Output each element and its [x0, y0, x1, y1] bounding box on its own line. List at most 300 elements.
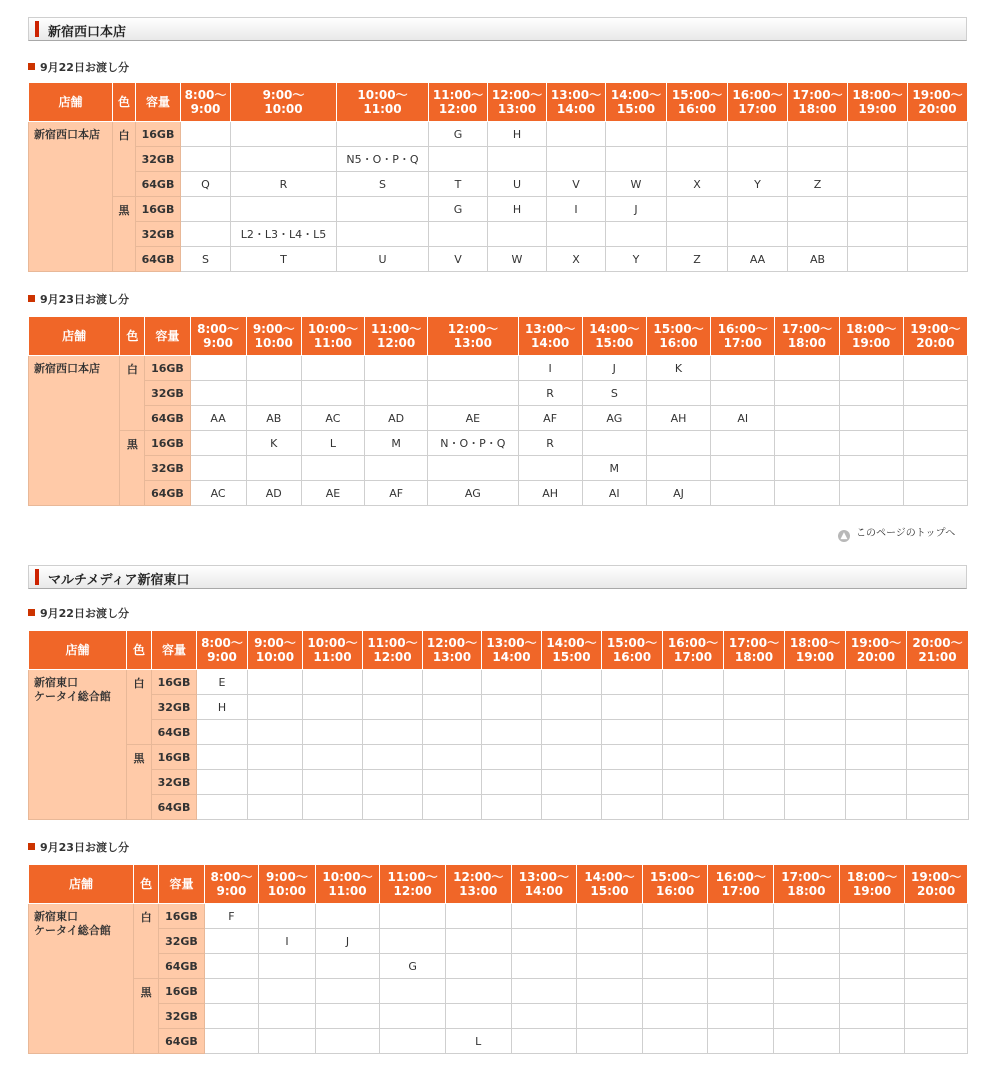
- slot-cell: [905, 929, 968, 954]
- slot-cell: [846, 770, 907, 795]
- slot-cell: [839, 954, 905, 979]
- slot-cell: [903, 381, 967, 406]
- slot-cell: [724, 670, 785, 695]
- slot-cell: [642, 929, 708, 954]
- slot-cell: [577, 1004, 643, 1029]
- slot-cell: [846, 720, 907, 745]
- slot-cell: [315, 979, 380, 1004]
- time-slot-header: 16:00〜 17:00: [663, 631, 724, 670]
- slot-cell: [577, 1029, 643, 1054]
- time-slot-header: 18:00〜 19:00: [785, 631, 846, 670]
- slot-cell: [231, 197, 337, 222]
- slot-cell: [511, 1029, 577, 1054]
- slot-cell: [380, 1029, 446, 1054]
- column-header: 店舗: [29, 631, 127, 670]
- slot-cell: X: [547, 247, 606, 272]
- slot-cell: [231, 147, 337, 172]
- slot-cell: [301, 456, 364, 481]
- slot-cell: [606, 222, 667, 247]
- time-slot-header: 16:00〜 17:00: [728, 83, 788, 122]
- time-slot-header: 14:00〜 15:00: [582, 317, 646, 356]
- date-heading: 9月22日お渡し分: [28, 605, 129, 621]
- table-row: [29, 122, 968, 147]
- slot-cell: [423, 795, 482, 820]
- time-slot-header: 13:00〜 14:00: [518, 317, 582, 356]
- capacity-label: 32GB: [145, 456, 190, 481]
- slot-cell: [511, 1004, 577, 1029]
- column-header: 店舗: [29, 865, 134, 904]
- slot-cell: [908, 122, 968, 147]
- slot-cell: [301, 381, 364, 406]
- slot-cell: [642, 1029, 708, 1054]
- slot-cell: [428, 381, 518, 406]
- slot-cell: L: [445, 1029, 511, 1054]
- slot-cell: [908, 147, 968, 172]
- time-slot-header: 11:00〜 12:00: [429, 83, 488, 122]
- slot-cell: [248, 745, 303, 770]
- table-row: [29, 456, 968, 481]
- slot-cell: [839, 431, 903, 456]
- column-header: 店舗: [29, 317, 120, 356]
- slot-cell: [259, 979, 316, 1004]
- slot-cell: [542, 720, 602, 745]
- time-slot-header: 10:00〜 11:00: [301, 317, 364, 356]
- capacity-label: 64GB: [159, 1029, 204, 1054]
- slot-cell: [542, 695, 602, 720]
- slot-cell: [724, 695, 785, 720]
- slot-cell: H: [197, 695, 248, 720]
- slot-cell: U: [337, 247, 429, 272]
- slot-cell: [547, 122, 606, 147]
- table-row: [29, 172, 968, 197]
- header-row: [29, 83, 968, 122]
- slot-cell: [708, 1004, 774, 1029]
- time-slot-header: 8:00〜 9:00: [190, 317, 246, 356]
- slot-cell: [908, 222, 968, 247]
- slot-cell: AG: [582, 406, 646, 431]
- slot-cell: [248, 770, 303, 795]
- slot-cell: [839, 481, 903, 506]
- time-slot-header: 18:00〜 19:00: [839, 317, 903, 356]
- schedule-table: [28, 630, 969, 820]
- slot-cell: W: [488, 247, 547, 272]
- slot-cell: [848, 172, 908, 197]
- color-label: 白: [120, 356, 145, 431]
- slot-cell: [907, 770, 969, 795]
- slot-cell: [775, 406, 839, 431]
- slot-cell: G: [429, 197, 488, 222]
- time-slot-header: 15:00〜 16:00: [642, 865, 708, 904]
- slot-cell: N5・O・P・Q: [337, 147, 429, 172]
- slot-cell: N・O・P・Q: [428, 431, 518, 456]
- capacity-label: 16GB: [152, 745, 197, 770]
- time-slot-header: 14:00〜 15:00: [542, 631, 602, 670]
- slot-cell: [903, 456, 967, 481]
- table-row: [29, 1029, 968, 1054]
- color-label: 白: [113, 122, 136, 197]
- slot-cell: [905, 979, 968, 1004]
- slot-cell: [846, 670, 907, 695]
- slot-cell: [423, 670, 482, 695]
- slot-cell: [246, 381, 301, 406]
- slot-cell: [518, 456, 582, 481]
- slot-cell: [642, 904, 708, 929]
- slot-cell: R: [231, 172, 337, 197]
- slot-cell: [708, 954, 774, 979]
- slot-cell: [542, 670, 602, 695]
- time-slot-header: 9:00〜 10:00: [231, 83, 337, 122]
- slot-cell: [848, 247, 908, 272]
- slot-cell: [315, 1029, 380, 1054]
- slot-cell: [488, 222, 547, 247]
- time-slot-header: 18:00〜 19:00: [839, 865, 905, 904]
- header-row: [29, 317, 968, 356]
- slot-cell: [190, 431, 246, 456]
- time-slot-header: 12:00〜 13:00: [428, 317, 518, 356]
- column-header: 色: [127, 631, 152, 670]
- slot-cell: [511, 954, 577, 979]
- slot-cell: W: [606, 172, 667, 197]
- slot-cell: [775, 356, 839, 381]
- slot-cell: [204, 954, 259, 979]
- slot-cell: [542, 770, 602, 795]
- slot-cell: [482, 695, 542, 720]
- slot-cell: [846, 795, 907, 820]
- slot-cell: [903, 481, 967, 506]
- slot-cell: [711, 481, 775, 506]
- slot-cell: [839, 381, 903, 406]
- section-header-nishiguchi: [28, 17, 967, 41]
- column-header: 容量: [152, 631, 197, 670]
- slot-cell: [542, 795, 602, 820]
- time-slot-header: 19:00〜 20:00: [903, 317, 967, 356]
- slot-cell: [728, 147, 788, 172]
- slot-cell: [724, 745, 785, 770]
- slot-cell: [303, 670, 363, 695]
- slot-cell: [663, 670, 724, 695]
- slot-cell: [708, 1029, 774, 1054]
- slot-cell: I: [518, 356, 582, 381]
- capacity-label: 64GB: [145, 406, 190, 431]
- capacity-label: 16GB: [145, 431, 190, 456]
- slot-cell: [315, 904, 380, 929]
- table-row: [29, 431, 968, 456]
- capacity-label: 16GB: [159, 904, 204, 929]
- slot-cell: [423, 695, 482, 720]
- capacity-label: 16GB: [152, 670, 197, 695]
- time-slot-header: 9:00〜 10:00: [246, 317, 301, 356]
- slot-cell: AB: [246, 406, 301, 431]
- slot-cell: [646, 381, 710, 406]
- slot-cell: [363, 670, 423, 695]
- slot-cell: [204, 1029, 259, 1054]
- time-slot-header: 12:00〜 13:00: [488, 83, 547, 122]
- capacity-label: 32GB: [159, 929, 204, 954]
- time-slot-header: 19:00〜 20:00: [846, 631, 907, 670]
- slot-cell: [839, 356, 903, 381]
- slot-cell: [774, 1004, 840, 1029]
- time-slot-header: 16:00〜 17:00: [708, 865, 774, 904]
- slot-cell: [445, 904, 511, 929]
- time-slot-header: 19:00〜 20:00: [905, 865, 968, 904]
- slot-cell: AD: [365, 406, 428, 431]
- time-slot-header: 13:00〜 14:00: [547, 83, 606, 122]
- slot-cell: X: [667, 172, 728, 197]
- slot-cell: M: [365, 431, 428, 456]
- slot-cell: [363, 795, 423, 820]
- time-slot-header: 8:00〜 9:00: [204, 865, 259, 904]
- slot-cell: [248, 720, 303, 745]
- column-header: 色: [134, 865, 159, 904]
- capacity-label: 32GB: [136, 147, 181, 172]
- square-bullet-icon: [28, 295, 35, 302]
- slot-cell: [301, 356, 364, 381]
- slot-cell: [445, 929, 511, 954]
- time-slot-header: 17:00〜 18:00: [774, 865, 840, 904]
- slot-cell: [197, 795, 248, 820]
- capacity-label: 32GB: [159, 1004, 204, 1029]
- slot-cell: AE: [428, 406, 518, 431]
- slot-cell: [197, 745, 248, 770]
- slot-cell: [788, 197, 848, 222]
- slot-cell: [667, 122, 728, 147]
- slot-cell: [577, 904, 643, 929]
- slot-cell: [365, 381, 428, 406]
- slot-cell: [728, 122, 788, 147]
- slot-cell: [315, 954, 380, 979]
- table-row: [29, 406, 968, 431]
- slot-cell: F: [204, 904, 259, 929]
- column-header: 店舗: [29, 83, 113, 122]
- slot-cell: [839, 1029, 905, 1054]
- slot-cell: [848, 147, 908, 172]
- slot-cell: [848, 197, 908, 222]
- slot-cell: [708, 929, 774, 954]
- slot-cell: [445, 1004, 511, 1029]
- slot-cell: [429, 147, 488, 172]
- schedule-table: [28, 316, 968, 506]
- capacity-label: 16GB: [136, 197, 181, 222]
- slot-cell: I: [259, 929, 316, 954]
- slot-cell: [905, 1029, 968, 1054]
- slot-cell: [303, 695, 363, 720]
- slot-cell: Y: [606, 247, 667, 272]
- slot-cell: [711, 381, 775, 406]
- slot-cell: [646, 456, 710, 481]
- time-slot-header: 15:00〜 16:00: [646, 317, 710, 356]
- slot-cell: J: [315, 929, 380, 954]
- slot-cell: [602, 795, 663, 820]
- slot-cell: AD: [246, 481, 301, 506]
- slot-cell: [908, 247, 968, 272]
- table-row: [29, 770, 969, 795]
- slot-cell: [365, 456, 428, 481]
- slot-cell: L2・L3・L4・L5: [231, 222, 337, 247]
- date-heading: 9月23日お渡し分: [28, 291, 129, 307]
- slot-cell: V: [429, 247, 488, 272]
- slot-cell: [428, 356, 518, 381]
- slot-cell: [542, 745, 602, 770]
- slot-cell: [248, 795, 303, 820]
- slot-cell: [190, 356, 246, 381]
- capacity-label: 64GB: [136, 172, 181, 197]
- capacity-label: 32GB: [152, 695, 197, 720]
- slot-cell: [577, 954, 643, 979]
- slot-cell: AC: [301, 406, 364, 431]
- capacity-label: 16GB: [159, 979, 204, 1004]
- slot-cell: [908, 172, 968, 197]
- capacity-label: 16GB: [145, 356, 190, 381]
- slot-cell: J: [606, 197, 667, 222]
- slot-cell: R: [518, 381, 582, 406]
- slot-cell: S: [337, 172, 429, 197]
- slot-cell: [667, 222, 728, 247]
- slot-cell: [259, 1004, 316, 1029]
- slot-cell: [602, 720, 663, 745]
- slot-cell: AF: [518, 406, 582, 431]
- slot-cell: [445, 979, 511, 1004]
- slot-cell: AB: [788, 247, 848, 272]
- slot-cell: [839, 1004, 905, 1029]
- column-header: 色: [120, 317, 145, 356]
- slot-cell: [429, 222, 488, 247]
- slot-cell: [711, 356, 775, 381]
- slot-cell: E: [197, 670, 248, 695]
- page-top-link[interactable]: ▲ このページのトップへ: [838, 524, 955, 542]
- slot-cell: [482, 795, 542, 820]
- time-slot-header: 12:00〜 13:00: [445, 865, 511, 904]
- time-slot-header: 19:00〜 20:00: [908, 83, 968, 122]
- slot-cell: [775, 481, 839, 506]
- capacity-label: 64GB: [152, 720, 197, 745]
- table-row: [29, 745, 969, 770]
- slot-cell: [363, 695, 423, 720]
- time-slot-header: 11:00〜 12:00: [363, 631, 423, 670]
- slot-cell: [423, 745, 482, 770]
- slot-cell: [848, 122, 908, 147]
- slot-cell: [482, 720, 542, 745]
- slot-cell: [839, 979, 905, 1004]
- slot-cell: [907, 720, 969, 745]
- slot-cell: [774, 904, 840, 929]
- slot-cell: R: [518, 431, 582, 456]
- slot-cell: [428, 456, 518, 481]
- time-slot-header: 17:00〜 18:00: [788, 83, 848, 122]
- slot-cell: [839, 929, 905, 954]
- slot-cell: [380, 904, 446, 929]
- square-bullet-icon: [28, 843, 35, 850]
- slot-cell: AC: [190, 481, 246, 506]
- slot-cell: U: [488, 172, 547, 197]
- slot-cell: [482, 670, 542, 695]
- column-header: 色: [113, 83, 136, 122]
- time-slot-header: 13:00〜 14:00: [482, 631, 542, 670]
- slot-cell: [303, 795, 363, 820]
- slot-cell: [602, 770, 663, 795]
- slot-cell: [708, 979, 774, 1004]
- table-row: [29, 929, 968, 954]
- arrow-up-circle-icon: ▲: [838, 530, 850, 542]
- slot-cell: [602, 745, 663, 770]
- table-row: [29, 670, 969, 695]
- table-row: [29, 954, 968, 979]
- slot-cell: M: [582, 456, 646, 481]
- slot-cell: J: [582, 356, 646, 381]
- slot-cell: [908, 197, 968, 222]
- time-slot-header: 17:00〜 18:00: [724, 631, 785, 670]
- time-slot-header: 10:00〜 11:00: [315, 865, 380, 904]
- time-slot-header: 14:00〜 15:00: [577, 865, 643, 904]
- time-slot-header: 15:00〜 16:00: [667, 83, 728, 122]
- slot-cell: [907, 695, 969, 720]
- slot-cell: AH: [646, 406, 710, 431]
- section-title: マルチメディア新宿東口: [48, 573, 190, 588]
- slot-cell: [785, 770, 846, 795]
- slot-cell: [602, 670, 663, 695]
- slot-cell: AA: [190, 406, 246, 431]
- slot-cell: [785, 720, 846, 745]
- time-slot-header: 17:00〜 18:00: [775, 317, 839, 356]
- slot-cell: [511, 929, 577, 954]
- slot-cell: T: [231, 247, 337, 272]
- slot-cell: [775, 456, 839, 481]
- slot-cell: [846, 695, 907, 720]
- slot-cell: [839, 406, 903, 431]
- slot-cell: [788, 147, 848, 172]
- slot-cell: [380, 929, 446, 954]
- slot-cell: [363, 745, 423, 770]
- capacity-label: 64GB: [152, 795, 197, 820]
- capacity-label: 32GB: [152, 770, 197, 795]
- slot-cell: [511, 979, 577, 1004]
- slot-cell: L: [301, 431, 364, 456]
- slot-cell: [646, 431, 710, 456]
- slot-cell: [577, 979, 643, 1004]
- slot-cell: Q: [181, 172, 231, 197]
- slot-cell: [907, 795, 969, 820]
- slot-cell: Y: [728, 172, 788, 197]
- column-header: 容量: [145, 317, 190, 356]
- slot-cell: [197, 770, 248, 795]
- time-slot-header: 9:00〜 10:00: [248, 631, 303, 670]
- slot-cell: [547, 222, 606, 247]
- header-row: [29, 865, 968, 904]
- time-slot-header: 20:00〜 21:00: [907, 631, 969, 670]
- slot-cell: [839, 904, 905, 929]
- slot-cell: [365, 356, 428, 381]
- slot-cell: AJ: [646, 481, 710, 506]
- slot-cell: [380, 979, 446, 1004]
- slot-cell: [663, 745, 724, 770]
- slot-cell: [728, 222, 788, 247]
- slot-cell: [905, 904, 968, 929]
- slot-cell: [785, 795, 846, 820]
- section-marker: [35, 569, 39, 585]
- slot-cell: [204, 1004, 259, 1029]
- slot-cell: [663, 695, 724, 720]
- table-row: [29, 147, 968, 172]
- slot-cell: [788, 122, 848, 147]
- slot-cell: AA: [728, 247, 788, 272]
- time-slot-header: 8:00〜 9:00: [181, 83, 231, 122]
- slot-cell: H: [488, 122, 547, 147]
- table-row: [29, 979, 968, 1004]
- slot-cell: [846, 745, 907, 770]
- color-label: 黒: [134, 979, 159, 1054]
- slot-cell: [775, 431, 839, 456]
- table-row: [29, 381, 968, 406]
- capacity-label: 64GB: [159, 954, 204, 979]
